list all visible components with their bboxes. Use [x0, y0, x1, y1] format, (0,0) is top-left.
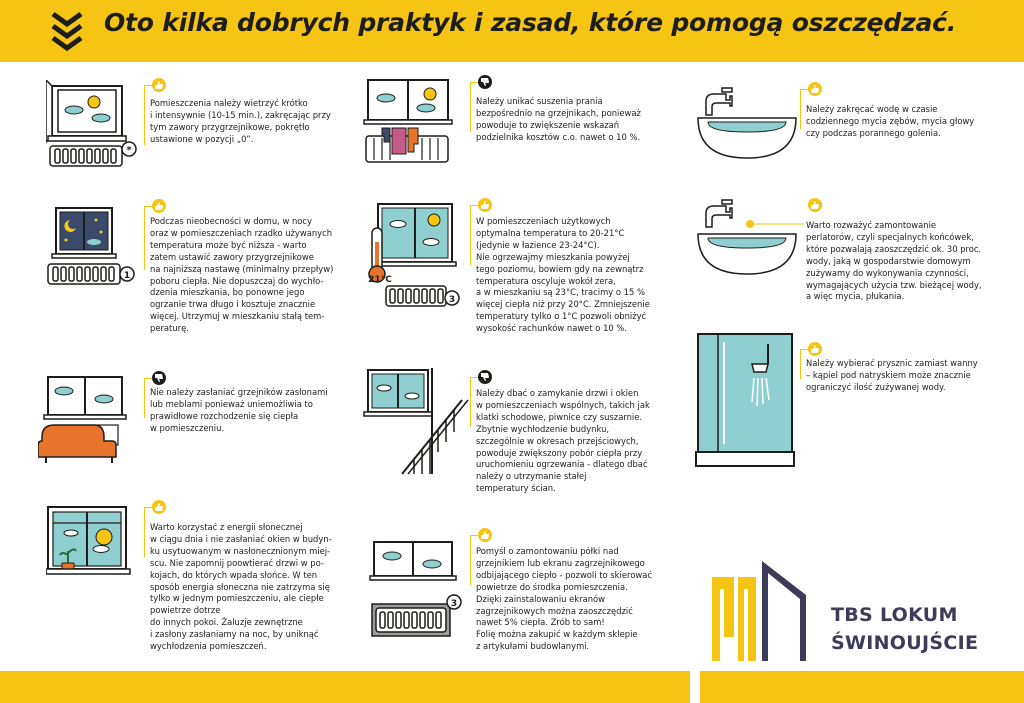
- thumbs-down-icon: [478, 370, 492, 384]
- tip-text-optimal-temperature: W pomieszczeniach użytkowych optymalna temperatura to 20-21°C (jedynie w łazience 23-24°C). Nie ogrzewajmy mieszkania powyżej tego poziomu, bowiem gdy na zewnątrz temperatura oscyluje wokół zera, a w mieszkaniu są 23°C, tracimy o 15 % więcej ciepła niż przy 20°C. Zmniejszenie temperatury tylko o 1°C pozwoli obniżyć wysokość rachunków nawet o 10 %.: [476, 216, 650, 334]
- connector-line: [470, 205, 478, 206]
- thumbs-down-icon: [152, 371, 166, 385]
- valve-setting-label: 1: [123, 271, 131, 281]
- connector-line: [144, 507, 152, 508]
- thumbs-up-icon: [808, 342, 822, 356]
- connector-line: [144, 85, 152, 86]
- thumbs-up-icon: [152, 199, 166, 213]
- thumbs-up-icon: [152, 78, 166, 92]
- connector-line: [470, 205, 471, 265]
- tbs-logo-icon: [706, 555, 818, 665]
- laundry-radiator-illustration: [362, 78, 462, 168]
- connector-line: [470, 82, 471, 132]
- sink-illustration: [696, 86, 800, 162]
- connector-line: [144, 378, 152, 379]
- connector-line: [470, 377, 471, 427]
- tip-text-ventilation: Pomieszczenia należy wietrzyć krótko i intensywnie (10-15 min.), zakręcając przy tym zawory przygrzejnikowe, pokrętło ustawione w pozycji „0”.: [150, 98, 331, 144]
- aerator-sink-illustration: [696, 198, 806, 278]
- brand-city: ŚWINOUJŚCIE: [831, 632, 979, 654]
- valve-setting-label: 3: [448, 295, 456, 305]
- thermometer-window-illustration: [366, 202, 466, 310]
- connector-line: [800, 89, 808, 90]
- brand-name: TBS LOKUM: [831, 604, 958, 626]
- tip-text-radiator-cover: Nie należy zasłaniać grzejników zasłonami lub meblami ponieważ uniemożliwia to prawidłowe rozchodzenie się ciepła w pomieszczeniu.: [150, 387, 328, 433]
- page-title: Oto kilka dobrych praktyk i zasad, które pomogą oszczędzać.: [104, 8, 957, 37]
- connector-line: [800, 349, 808, 350]
- thumbs-down-icon: [478, 75, 492, 89]
- shower-cabin-illustration: [694, 332, 796, 470]
- footer-bar-right: [700, 671, 1024, 703]
- connector-line: [800, 89, 801, 129]
- tip-text-night-temperature: Podczas nieobecności w domu, w nocy oraz w pomieszczeniach rzadko używanych temperatura może być niższa - warto zatem ustawić zawory przygrzejnikowe na najniższą nastawę (minimalny przepływ) poboru ciepła. Nie dopuszczaj do wychło- dzenia mieszkania, bo ponowne jego ogrzanie trwa długo i kosztuje znacznie więcej. Utrzymuj w mieszkaniu stałą tem- peraturę.: [150, 216, 334, 334]
- thumbs-up-icon: [478, 198, 492, 212]
- connector-line: [470, 82, 478, 83]
- valve-setting-label: *: [126, 145, 132, 156]
- sofa-radiator-illustration: [38, 375, 130, 467]
- thumbs-up-icon: [152, 500, 166, 514]
- connector-line: [144, 507, 145, 557]
- connector-line: [144, 378, 145, 418]
- thumbs-up-icon: [478, 528, 492, 542]
- tip-text-common-areas: Należy dbać o zamykanie drzwi i okien w pomieszczeniach wspólnych, takich jak klatki schodowe, piwnice czy suszarnie. Zbytnie wychłodzenie budynku, szczególnie w okresach przejściowych, powoduje zwiększony pobór ciepła przy uruchomieniu ogrzewania - dlatego dbać należy o utrzymanie stałej temperatury ścian.: [476, 388, 650, 494]
- chevron-down-icon: [50, 8, 84, 54]
- tip-text-reflective-panel: Pomyśl o zamontowaniu półki nad grzejnikiem lub ekranu zagrzejnikowego odbijającego ciepło - pozwoli to skierować powietrze do środka pomieszczenia. Dzięki zainstalowaniu ekranów zagrzejnikowych można zaoszczędzić nawet 5% ciepła. Zrób to sam! Folię można zakupić w każdym sklepie z artykułami budowlanymi.: [476, 546, 652, 652]
- tip-text-tap-closing: Należy zakręcać wodę w czasie codziennego mycia zębów, mycia głowy czy podczas porannego golenia.: [806, 104, 975, 138]
- footer-bar-left: [0, 671, 690, 703]
- reflective-panel-illustration: [368, 540, 464, 640]
- tip-text-drying-laundry: Należy unikać suszenia prania bezpośrednio na grzejnikach, ponieważ powoduje to zwiększenie wskazań podzielnika kosztów c.o. nawet o 10 %.: [476, 96, 641, 142]
- sunny-window-illustration: [46, 505, 134, 585]
- tip-text-solar-energy: Warto korzystać z energii słonecznej w ciągu dnia i nie zasłaniać okien w budyn- ku usytuowanym w nasłonecznionym miej- scu. Nie zapomnij poowtierać drzwi w po- kojach, do których wpada słońce. W ten sposób energia słoneczna nie zatrzyma się tylko w jednym pomieszczeniu, ale ciepłe powietrze dotrze do innych pokoi. Żaluzje zewnętrzne i zasłony zasłaniamy na noc, by uniknąć wychłodzenia pomieszczeń.: [150, 522, 332, 652]
- connector-line: [144, 206, 152, 207]
- thumbs-up-icon: [808, 198, 822, 212]
- thermometer-label: 21°C: [368, 275, 392, 285]
- connector-line: [470, 535, 471, 585]
- valve-setting-label: 3: [450, 599, 458, 609]
- connector-line: [470, 535, 478, 536]
- connector-line: [800, 349, 801, 379]
- connector-line: [470, 377, 478, 378]
- tip-text-aerators: Warto rozważyć zamontowanie perlatorów, czyli specjalnych końcówek, które pozwalają zaoszczędzić ok. 30 proc. wody, jaką w gospodarstwie domowym zużywamy do wykonywania czynności, wymagających użycia tzw. bieżącej wody, a więc mycia, płukania.: [806, 220, 982, 302]
- connector-line: [144, 85, 145, 145]
- tip-text-shower: Należy wybierać prysznic zamiast wanny – kąpiel pod natryskiem może znacznie ograniczyć ilość zużywanej wody.: [806, 358, 978, 392]
- staircase-illustration: [362, 366, 472, 476]
- window-ventilation-illustration: [46, 80, 138, 170]
- thumbs-up-icon: [808, 82, 822, 96]
- connector-line: [144, 206, 145, 270]
- night-window-illustration: [46, 206, 138, 290]
